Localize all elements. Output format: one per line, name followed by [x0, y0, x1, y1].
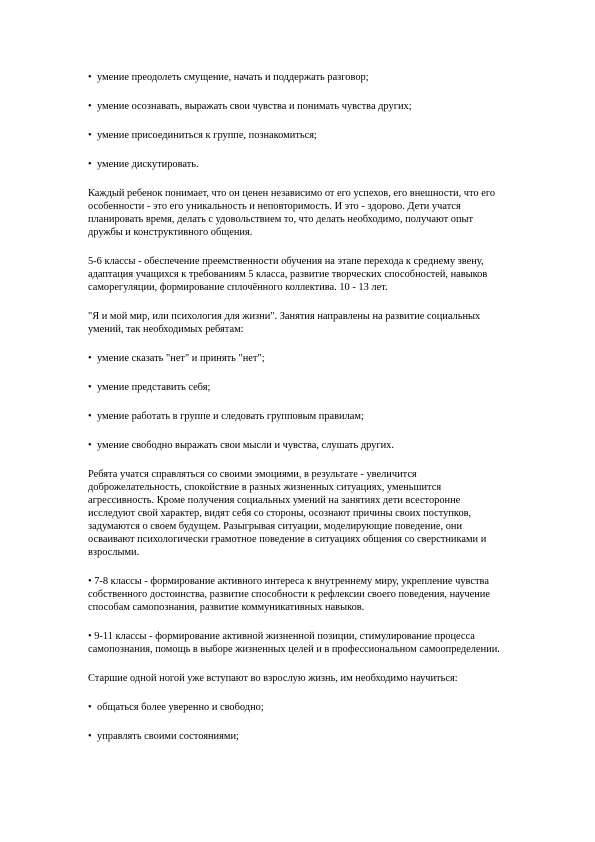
paragraph-line: собственного достоинства, развитие способности к рефлексии своего поведения, научение — [88, 589, 490, 600]
list-item — [88, 410, 550, 423]
paragraph-line: дружбы и конструктивного общения. — [88, 227, 253, 238]
list-item-text: умение сказать "нет" и принять "нет"; — [97, 353, 265, 364]
paragraph — [88, 468, 550, 559]
paragraph-line: Ребята учатся справляться со своими эмоциями, в результате - увеличится — [88, 469, 417, 480]
paragraph — [88, 255, 550, 294]
paragraph-line: Каждый ребенок понимает, что он ценен независимо от его успехов, его внешности, что его — [88, 188, 496, 199]
paragraph-line: способам самопознания, развитие коммуникативных навыков. — [88, 602, 365, 613]
paragraph-line: взрослыми. — [88, 547, 140, 558]
list-item-text: умение свободно выражать свои мысли и чувства, слушать других. — [97, 440, 394, 451]
list-item-text: умение преодолеть смущение, начать и поддержать разговор; — [97, 72, 369, 83]
bullet-icon: • — [88, 353, 92, 364]
paragraph-line: • 9-11 классы - формирование активной жизненной позиции, стимулирование процесса — [88, 631, 475, 642]
paragraph-line: адаптация учащихся к требованиям 5 класса, развитие творческих способностей, навыков — [88, 269, 488, 280]
paragraph — [88, 310, 550, 336]
list-item — [88, 100, 550, 113]
list-item — [88, 71, 550, 84]
paragraph-line: особенности - это его уникальность и неповторимость. И это - здорово. Дети учатся — [88, 201, 461, 212]
list-item-text: умение работать в группе и следовать групповым правилам; — [97, 411, 364, 422]
bullet-icon: • — [88, 731, 92, 742]
list-item-text: общаться более уверенно и свободно; — [97, 702, 264, 713]
bullet-icon: • — [88, 411, 92, 422]
paragraph-line: Старшие одной ногой уже вступают во взрослую жизнь, им необходимо научиться: — [88, 673, 458, 684]
bullet-icon: • — [88, 440, 92, 451]
list-item — [88, 381, 550, 394]
bullet-icon: • — [88, 72, 92, 83]
paragraph — [88, 187, 550, 239]
list-item — [88, 158, 550, 171]
list-item — [88, 439, 550, 452]
document-page — [88, 71, 550, 759]
list-item-text: умение присоединиться к группе, познакомиться; — [97, 130, 317, 141]
list-item-text: управлять своими состояниями; — [97, 731, 239, 742]
paragraph — [88, 672, 550, 685]
list-item-text: умение дискутировать. — [97, 159, 199, 170]
list-item — [88, 701, 550, 714]
list-item — [88, 129, 550, 142]
paragraph-line: планировать время, делать с удовольствием то, что делать необходимо, получают опыт — [88, 214, 474, 225]
paragraph — [88, 630, 550, 656]
bullet-icon: • — [88, 130, 92, 141]
paragraph-line: саморегуляции, формирование сплочённого коллектива. 10 - 13 лет. — [88, 282, 388, 293]
paragraph-line: • 7-8 классы - формирование активного интереса к внутреннему миру, укрепление чувства — [88, 576, 489, 587]
bullet-icon: • — [88, 159, 92, 170]
paragraph-line: умений, так необходимых ребятам: — [88, 324, 244, 335]
paragraph-line: задумаются о своем будущем. Разыгрывая ситуации, моделирующие поведение, они — [88, 521, 463, 532]
paragraph-line: исследуют свой характер, видят себя со стороны, осознают причины своих поступков, — [88, 508, 472, 519]
paragraph — [88, 575, 550, 614]
bullet-icon: • — [88, 101, 92, 112]
paragraph-line: "Я и мой мир, или психология для жизни". Занятия направлены на развитие социальных — [88, 311, 481, 322]
paragraph-line: самопознания, помощь в выборе жизненных целей и в профессиональном самоопределении. — [88, 644, 500, 655]
list-item-text: умение осознавать, выражать свои чувства и понимать чувства других; — [97, 101, 412, 112]
list-item — [88, 730, 550, 743]
paragraph-line: 5-6 классы - обеспечение преемственности обучения на этапе перехода к среднему звену, — [88, 256, 484, 267]
paragraph-line: агрессивность. Кроме получения социальных умений на занятиях дети всесторонне — [88, 495, 461, 506]
list-item — [88, 352, 550, 365]
paragraph-line: осваивают психологически грамотное поведение в ситуациях общения со сверстниками и — [88, 534, 487, 545]
list-item-text: умение представить себя; — [97, 382, 211, 393]
bullet-icon: • — [88, 702, 92, 713]
paragraph-line: доброжелательность, спокойствие в разных жизненных ситуациях, уменьшится — [88, 482, 442, 493]
bullet-icon: • — [88, 382, 92, 393]
